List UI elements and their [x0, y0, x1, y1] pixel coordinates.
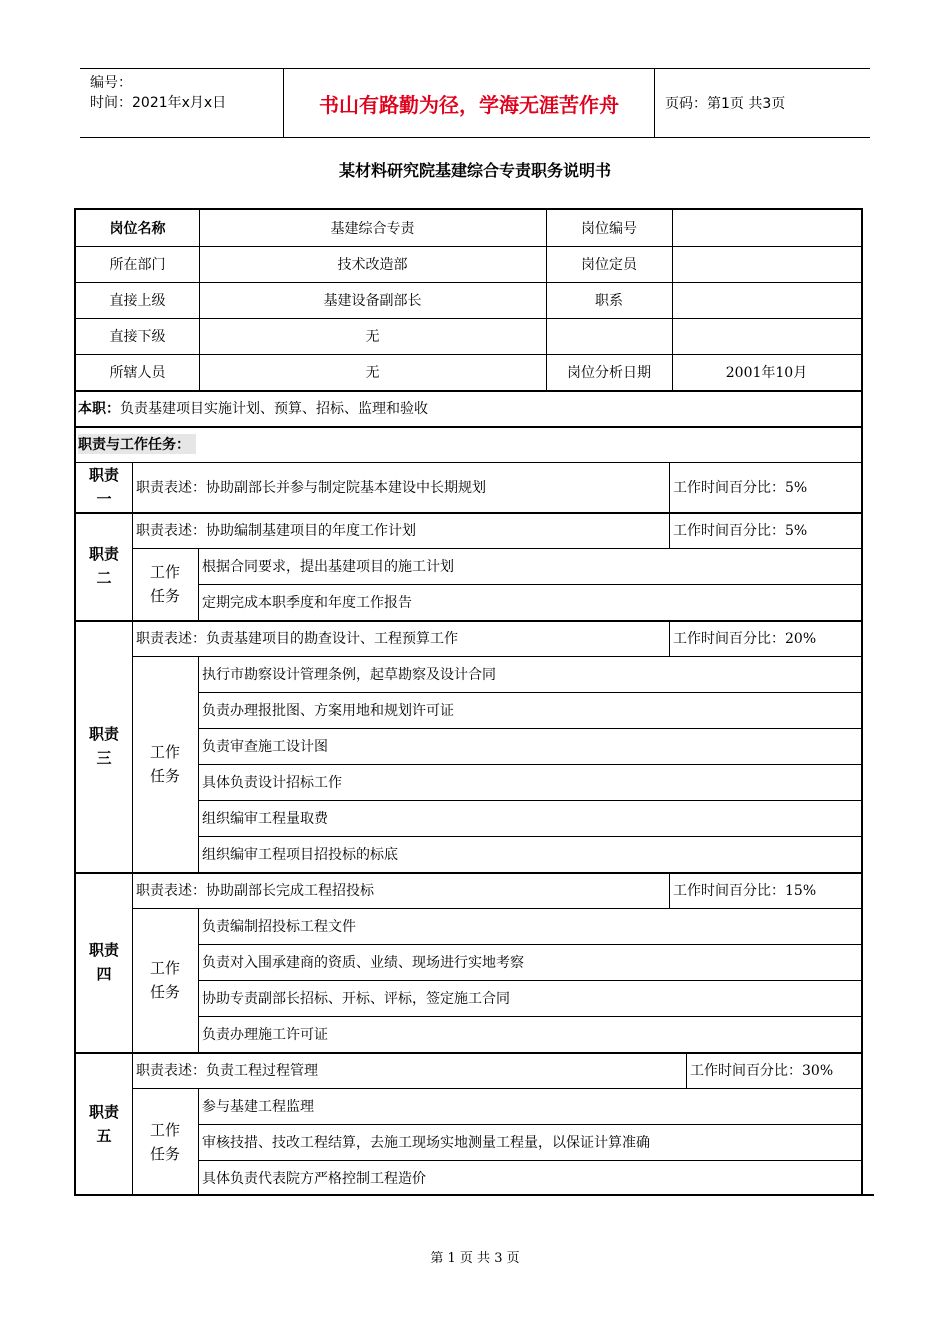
position-no-label: 岗位编号	[581, 221, 637, 237]
task-item: 负责编制招投标工程文件	[202, 919, 356, 935]
duty-name: 职责二	[88, 545, 119, 587]
job-description-table	[74, 208, 863, 1196]
number-label: 编号：	[90, 75, 132, 91]
task-item: 具体负责代表院方严格控制工程造价	[202, 1171, 426, 1187]
task-label: 工作任务	[149, 563, 180, 605]
series-value	[672, 282, 861, 318]
task-label: 工作任务	[149, 1121, 180, 1163]
series-label: 职系	[595, 293, 623, 309]
page-info: 页码：第1页 共3页	[665, 96, 786, 112]
position-name-value: 基建综合专责	[330, 221, 415, 237]
task-item: 根据合同要求，提出基建项目的施工计划	[202, 559, 454, 575]
duty-time-percent: 工作时间百分比：5%	[673, 523, 808, 539]
position-no-value	[672, 210, 861, 246]
duty-description: 职责表述：协助副部长完成工程招投标	[136, 883, 374, 899]
header-left	[80, 69, 283, 137]
task-item: 定期完成本职季度和年度工作报告	[202, 595, 412, 611]
main-duty-row	[76, 390, 861, 426]
task-item: 参与基建工程监理	[202, 1099, 314, 1115]
duty-time-percent: 工作时间百分比：15%	[673, 883, 817, 899]
task-label: 工作任务	[149, 959, 180, 1001]
task-item: 具体负责设计招标工作	[202, 775, 342, 791]
task-item: 负责审查施工设计图	[202, 739, 328, 755]
position-name-label: 岗位名称	[109, 221, 166, 237]
task-item: 协助专责副部长招标、开标、评标，签定施工合同	[202, 991, 510, 1007]
task-item: 组织编审工程项目招投标的标底	[202, 847, 398, 863]
subordinate-value: 无	[365, 329, 380, 345]
task-item: 负责对入围承建商的资质、业绩、现场进行实地考察	[202, 955, 524, 971]
main-duty-text: 负责基建项目实施计划、预算、招标、监理和验收	[120, 401, 428, 417]
duty-description: 职责表述：协助副部长并参与制定院基本建设中长期规划	[136, 480, 486, 496]
duty-name: 职责三	[88, 725, 119, 767]
duty-description: 职责表述：负责基建项目的勘查设计、工程预算工作	[136, 631, 458, 647]
document-title: 某材料研究院基建综合专责职务说明书	[338, 161, 611, 180]
task-item: 审核技措、技改工程结算，去施工现场实地测量工程量，以保证计算准确	[202, 1135, 650, 1151]
duty-description: 职责表述：负责工程过程管理	[136, 1063, 318, 1079]
task-item: 负责办理报批图、方案用地和规划许可证	[202, 703, 454, 719]
task-item: 执行市勘察设计管理条例，起草勘察及设计合同	[202, 667, 496, 683]
duty-name: 职责五	[88, 1103, 119, 1145]
task-label: 工作任务	[149, 743, 180, 785]
quota-value	[672, 246, 861, 282]
superior-value: 基建设备副部长	[323, 293, 422, 309]
task-item: 组织编审工程量取费	[202, 811, 328, 827]
duties-title-row	[76, 426, 861, 462]
duty-name: 职责四	[88, 941, 119, 983]
page-footer: 第 1 页 共 3 页	[430, 1251, 520, 1266]
duty-name: 职责一	[88, 466, 119, 508]
motto: 书山有路勤为径，学海无涯苦作舟	[283, 69, 655, 137]
superior-label: 直接上级	[109, 293, 166, 309]
task-item: 负责办理施工许可证	[202, 1027, 328, 1043]
duty-time-percent: 工作时间百分比：5%	[673, 480, 808, 496]
subordinate-label: 直接下级	[109, 329, 166, 345]
department-label: 所在部门	[109, 257, 166, 273]
analysis-date-label: 岗位分析日期	[567, 365, 651, 381]
table-corner-mark	[862, 1194, 874, 1196]
duty-time-percent: 工作时间百分比：30%	[690, 1063, 834, 1079]
duties-title: 职责与工作任务：	[78, 434, 196, 454]
quota-label: 岗位定员	[581, 257, 637, 273]
department-value: 技术改造部	[337, 257, 408, 273]
staff-value: 无	[365, 365, 380, 381]
page-header	[80, 68, 870, 138]
duty-description: 职责表述：协助编制基建项目的年度工作计划	[136, 523, 416, 539]
main-duty-label: 本职：	[78, 401, 120, 417]
analysis-date-value: 2001年10月	[725, 365, 808, 381]
staff-label: 所辖人员	[109, 365, 166, 381]
duty-time-percent: 工作时间百分比：20%	[673, 631, 817, 647]
date-label: 时间：2021年x月x日	[90, 95, 227, 111]
